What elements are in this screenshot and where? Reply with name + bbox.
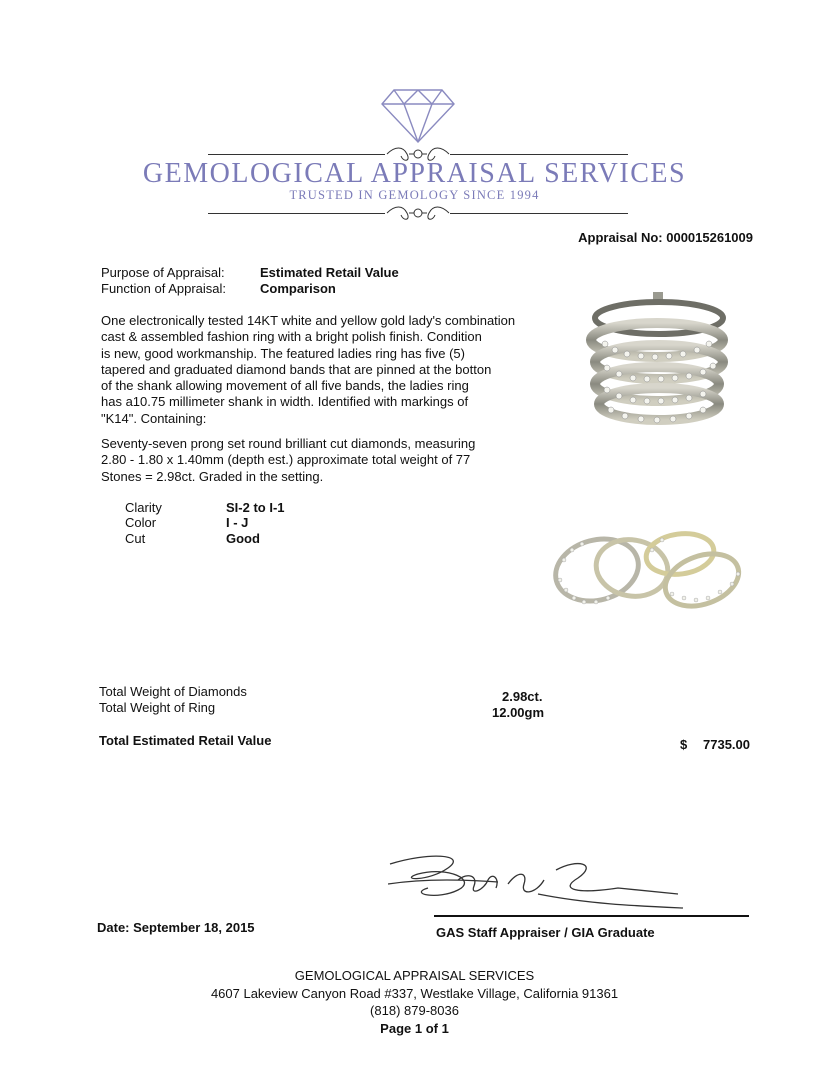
header-rule-bottom-right [450, 213, 628, 214]
grade-label-clarity: Clarity [125, 500, 162, 515]
stones-line: 2.80 - 1.80 x 1.40mm (depth est.) approximate total weight of 77 [101, 452, 471, 468]
total-retail-label: Total Estimated Retail Value [99, 733, 272, 748]
purpose-value: Estimated Retail Value [260, 265, 399, 280]
grade-label-cut: Cut [125, 531, 146, 546]
signature-line [434, 915, 749, 917]
grade-value-cut: Good [226, 531, 260, 546]
purpose-label: Purpose of Appraisal: [101, 265, 225, 280]
ring-stack-photo [585, 288, 735, 433]
ring-bands-photo [552, 520, 752, 620]
description-line: "K14". Containing: [101, 410, 207, 426]
header-rule-top-right [450, 154, 628, 155]
description-line: cast & assembled fashion ring with a bright polish finish. Condition [101, 329, 482, 345]
total-retail-value: 7735.00 [703, 737, 750, 752]
company-name: GEMOLOGICAL APPRAISAL SERVICES [142, 158, 687, 189]
appraisal-number: Appraisal No: 000015261009 [578, 230, 753, 245]
stones-line: Stones = 2.98ct. Graded in the setting. [101, 468, 324, 484]
total-diamonds-value: 2.98ct. [502, 689, 543, 704]
footer-company: GEMOLOGICAL APPRAISAL SERVICES [294, 968, 535, 983]
footer-address: 4607 Lakeview Canyon Road #337, Westlake Village, California 91361 [210, 986, 619, 1001]
item-description [101, 313, 546, 427]
description-line: has a10.75 millimeter shank in width. Identified with markings of [101, 394, 469, 410]
ornament-icon [385, 203, 451, 223]
total-ring-value: 12.00gm [492, 705, 545, 720]
total-ring-label: Total Weight of Ring [99, 700, 216, 715]
stones-line: Seventy-seven prong set round brilliant cut diamonds, measuring [101, 436, 476, 451]
header-rule-bottom [208, 213, 385, 214]
company-tagline: TRUSTED IN GEMOLOGY SINCE 1994 [289, 188, 540, 202]
grade-label-color: Color [125, 515, 157, 530]
signature [388, 850, 688, 920]
grade-value-clarity: SI-2 to I-1 [226, 500, 285, 515]
signer-title: GAS Staff Appraiser / GIA Graduate [436, 925, 655, 940]
description-line: is new, good workmanship. The featured ladies ring has five (5) [101, 345, 465, 361]
description-line: tapered and graduated diamond bands that are pinned at the botton [101, 361, 492, 377]
appraisal-date: Date: September 18, 2015 [97, 920, 255, 935]
total-diamonds-label: Total Weight of Diamonds [99, 684, 247, 699]
stones-description [101, 436, 546, 485]
description-line: of the shank allowing movement of all five bands, the ladies ring [101, 378, 469, 394]
function-label: Function of Appraisal: [101, 281, 227, 296]
page-number: Page 1 of 1 [380, 1021, 449, 1036]
currency-symbol: $ [680, 737, 688, 752]
header-rule-top [208, 154, 385, 155]
grade-value-color: I - J [226, 515, 249, 530]
description-line: One electronically tested 14KT white and yellow gold lady's combination [101, 313, 516, 328]
diamond-icon [380, 84, 456, 144]
function-value: Comparison [260, 281, 336, 296]
footer-phone: (818) 879-8036 [370, 1003, 459, 1018]
